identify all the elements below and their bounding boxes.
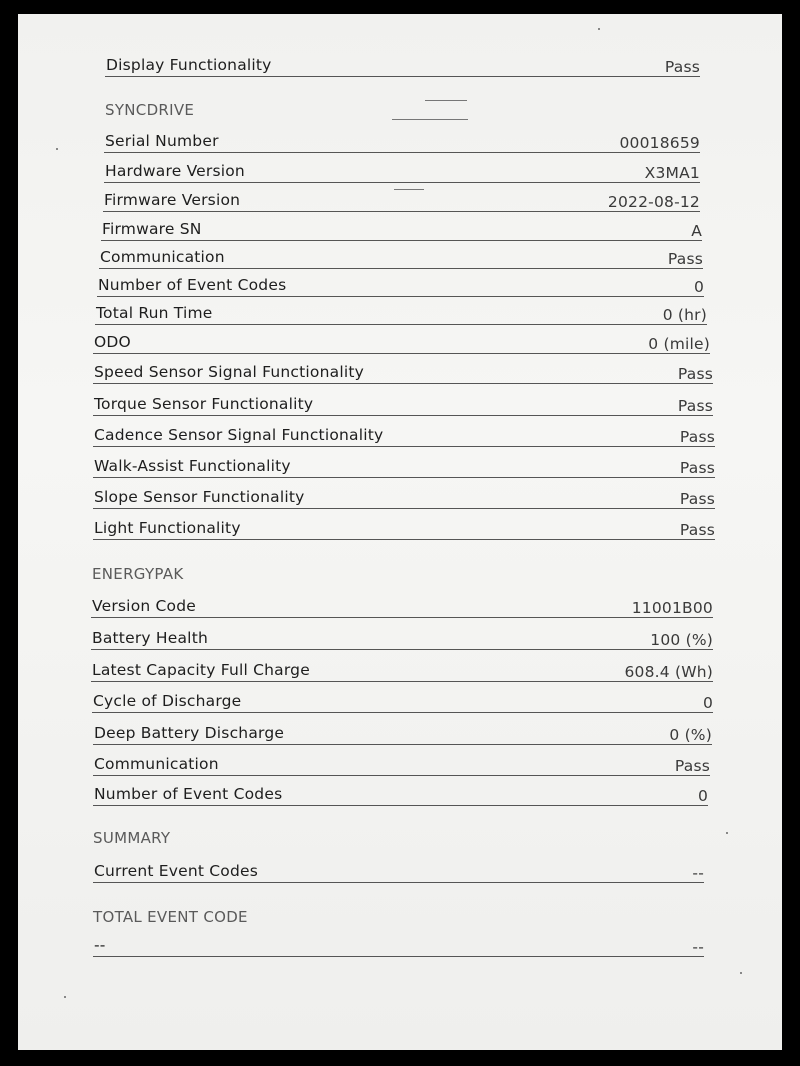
row-value: Pass (679, 459, 715, 477)
row-value: -- (692, 864, 704, 882)
row-value: 608.4 (Wh) (624, 663, 713, 681)
report-row-current-event-codes (93, 860, 704, 883)
row-value: Pass (677, 365, 713, 383)
row-value: Pass (664, 58, 700, 76)
row-value: Pass (674, 757, 710, 775)
row-label: Serial Number (105, 132, 219, 150)
paper-speck (64, 996, 66, 998)
report-row-display-functionality (105, 54, 700, 77)
row-label: Firmware SN (102, 220, 202, 238)
photo-frame (18, 14, 782, 1050)
report-row-hardware-version (104, 160, 700, 183)
row-value: 0 (%) (669, 726, 712, 744)
row-label: Slope Sensor Functionality (94, 488, 305, 506)
section-heading-total-event-code: TOTAL EVENT CODE (93, 908, 248, 926)
report-row-deep-battery-discharge (93, 722, 712, 745)
row-value: 0 (mile) (648, 335, 710, 353)
row-label: Number of Event Codes (98, 276, 287, 294)
report-row-cadence-sensor-signal-functionality (93, 424, 715, 447)
stray-line (392, 119, 468, 120)
paper-speck (740, 972, 742, 974)
row-label: Deep Battery Discharge (94, 724, 285, 742)
row-value: -- (692, 938, 704, 956)
row-label: Walk-Assist Functionality (94, 457, 291, 475)
row-label: ODO (94, 333, 131, 351)
report-row-number-of-event-codes (93, 783, 708, 806)
report-row-version-code (91, 595, 713, 618)
row-label: Current Event Codes (94, 862, 259, 880)
paper-speck (726, 832, 728, 834)
stray-line (425, 100, 467, 101)
row-label: Speed Sensor Signal Functionality (94, 363, 365, 381)
row-label: Number of Event Codes (94, 785, 283, 803)
row-label: Communication (100, 248, 225, 266)
report-row-total-event-code (93, 934, 704, 957)
report-row-number-of-event-codes (97, 274, 704, 297)
row-label: Display Functionality (106, 56, 272, 74)
row-label: Hardware Version (105, 162, 245, 180)
row-value: 100 (%) (650, 631, 713, 649)
row-value: 0 (693, 278, 704, 296)
report-row-communication (93, 753, 710, 776)
row-value: Pass (677, 397, 713, 415)
report-row-battery-health (91, 627, 713, 650)
row-value: Pass (679, 428, 715, 446)
row-value: 2022-08-12 (607, 193, 700, 211)
row-label: Light Functionality (94, 519, 241, 537)
row-label: Firmware Version (104, 191, 241, 209)
row-label: -- (94, 936, 106, 954)
report-row-torque-sensor-functionality (93, 393, 713, 416)
row-label: Total Run Time (96, 304, 213, 322)
row-value: Pass (679, 521, 715, 539)
paper-speck (598, 28, 600, 30)
report-row-firmware-sn (101, 218, 702, 241)
report-row-walk-assist-functionality (93, 455, 715, 478)
report-row-communication (99, 246, 703, 269)
report-row-total-run-time (95, 302, 707, 325)
report-row-slope-sensor-functionality (93, 486, 715, 509)
row-value: 0 (702, 694, 713, 712)
row-value: 00018659 (619, 134, 700, 152)
row-value: 0 (hr) (662, 306, 707, 324)
report-row-serial-number (104, 130, 700, 153)
report-row-odo (93, 331, 710, 354)
report-row-light-functionality (93, 517, 715, 540)
section-heading-energypak: ENERGYPAK (92, 565, 184, 583)
report-row-latest-capacity-full-charge (91, 659, 713, 682)
paper-speck (56, 148, 58, 150)
row-label: Latest Capacity Full Charge (92, 661, 310, 679)
row-value: 0 (697, 787, 708, 805)
row-label: Battery Health (92, 629, 208, 647)
diagnostic-report-page (18, 14, 782, 1050)
report-row-speed-sensor-signal-functionality (93, 361, 713, 384)
row-label: Communication (94, 755, 219, 773)
row-label: Version Code (92, 597, 197, 615)
row-value: A (691, 222, 702, 240)
row-label: Cadence Sensor Signal Functionality (94, 426, 384, 444)
row-label: Torque Sensor Functionality (94, 395, 314, 413)
section-heading-syncdrive: SYNCDRIVE (105, 101, 195, 119)
section-heading-summary: SUMMARY (93, 829, 171, 847)
row-value: Pass (667, 250, 703, 268)
report-row-cycle-of-discharge (92, 690, 713, 713)
report-row-firmware-version (103, 189, 700, 212)
row-label: Cycle of Discharge (93, 692, 242, 710)
row-value: Pass (679, 490, 715, 508)
row-value: 11001B00 (631, 599, 713, 617)
row-value: X3MA1 (644, 164, 700, 182)
